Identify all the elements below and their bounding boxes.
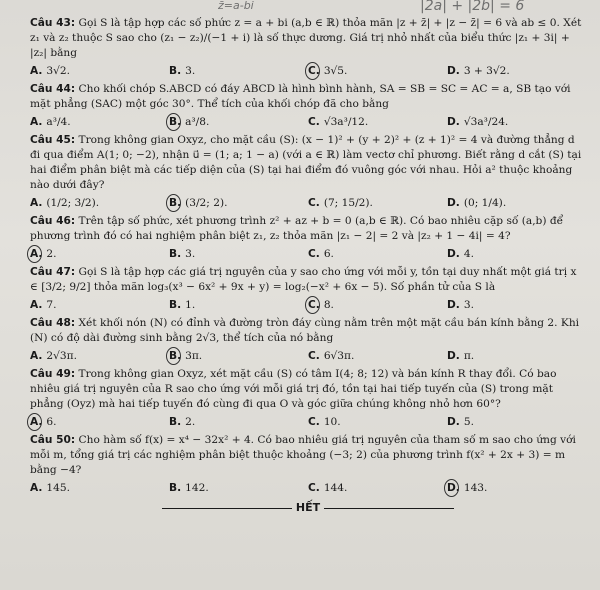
answer-options: [30, 297, 586, 314]
option-letter: A.: [30, 116, 43, 128]
answer-option: [30, 114, 169, 131]
answer-option: [30, 348, 169, 365]
answer-option: [308, 63, 447, 80]
option-letter: B.: [169, 350, 182, 362]
option-value: √3a³/12.: [323, 116, 369, 128]
option-letter: C.: [308, 116, 320, 128]
option-letter: C.: [308, 65, 320, 77]
question-block: [30, 433, 586, 497]
question-block: [30, 265, 586, 314]
question-block: [30, 82, 586, 131]
option-value: 3√2.: [46, 65, 71, 77]
option-value: 142.: [185, 482, 209, 494]
question-block: [30, 16, 586, 80]
option-value: 3π.: [185, 350, 203, 362]
option-value: 145.: [46, 482, 71, 494]
answer-option: [447, 480, 586, 497]
question-block: [30, 367, 586, 431]
answer-option: [169, 195, 308, 212]
answer-option: [308, 114, 447, 131]
answer-option: [30, 246, 169, 263]
answer-options: [30, 246, 586, 263]
question-stem: [30, 265, 586, 295]
option-letter: C.: [308, 248, 320, 260]
question-text: Gọi S là tập hợp các số phức z = a + bi (a,b ∈ ℝ) thỏa mãn |z + z̄| + |z − z̄| = 6 và ab ≤ 0. Xét z₁ và z₂ thuộc S sao cho (z₁ − z₂)/(−1 + i) là số thực dương. Giá trị nhỏ nhất của biểu thức |z₁ + 3i| + |z₂| bằng: [30, 17, 582, 59]
answer-option: [30, 63, 169, 80]
answer-option: [30, 414, 169, 431]
option-value: 1.: [185, 299, 196, 311]
question-number: Câu 49:: [30, 368, 76, 380]
end-marker: HẾT: [30, 501, 586, 514]
answer-option: [308, 414, 447, 431]
question-number: Câu 47:: [30, 266, 76, 278]
answer-option: [308, 348, 447, 365]
answer-option: [447, 195, 586, 212]
option-value: 3.: [463, 299, 474, 311]
question-list: [30, 4, 586, 497]
option-letter: C.: [308, 482, 320, 494]
option-letter: B.: [169, 248, 182, 260]
option-value: 6√3π.: [323, 350, 355, 362]
option-letter: A.: [30, 248, 43, 260]
option-letter: D.: [447, 65, 460, 77]
answer-option: [447, 114, 586, 131]
question-block: [30, 133, 586, 212]
answer-option: [308, 297, 447, 314]
option-value: 6.: [46, 416, 57, 428]
answer-option: [169, 114, 308, 131]
answer-option: [308, 480, 447, 497]
option-letter: D.: [447, 197, 460, 209]
answer-options: [30, 114, 586, 131]
option-letter: D.: [447, 248, 460, 260]
option-letter: D.: [447, 350, 460, 362]
handwritten-note-conjugate: z̄=a-bi: [218, 0, 254, 12]
option-letter: A.: [30, 197, 43, 209]
question-stem: [30, 316, 586, 346]
option-value: 7.: [46, 299, 57, 311]
option-value: 10.: [323, 416, 341, 428]
option-letter: D.: [447, 299, 460, 311]
option-letter: B.: [169, 65, 182, 77]
option-value: 8.: [323, 299, 334, 311]
answer-option: [308, 195, 447, 212]
option-value: a³/4.: [46, 116, 71, 128]
answer-options: [30, 348, 586, 365]
option-letter: A.: [30, 482, 43, 494]
option-value: a³/8.: [185, 116, 210, 128]
answer-option: [169, 246, 308, 263]
option-letter: B.: [169, 416, 182, 428]
option-value: 4.: [463, 248, 474, 260]
answer-option: [447, 246, 586, 263]
question-stem: [30, 82, 586, 112]
question-number: Câu 50:: [30, 434, 76, 446]
option-value: 3 + 3√2.: [463, 65, 510, 77]
option-value: 3.: [185, 65, 196, 77]
option-value: (7; 15/2).: [323, 197, 373, 209]
question-text: Cho khối chóp S.ABCD có đáy ABCD là hình bình hành, SA = SB = SC = AC = a, SB tạo với mặt phẳng (SAC) một góc 30°. Thể tích của khối chóp đã cho bằng: [30, 83, 571, 110]
option-value: 2√3π.: [46, 350, 77, 362]
option-letter: B.: [169, 482, 182, 494]
answer-option: [169, 480, 308, 497]
option-value: π.: [463, 350, 475, 362]
option-value: 143.: [463, 482, 488, 494]
option-letter: B.: [169, 299, 182, 311]
option-letter: D.: [447, 116, 460, 128]
option-letter: A.: [30, 416, 43, 428]
answer-option: [447, 348, 586, 365]
option-value: 3.: [185, 248, 196, 260]
option-letter: C.: [308, 197, 320, 209]
question-text: Trong không gian Oxyz, xét mặt cầu (S) có tâm I(4; 8; 12) và bán kính R thay đổi. Có bao nhiêu giá trị nguyên của R sao cho ứng với mỗi giá trị đó, tồn tại hai tiếp tuyến của (S) trong mặt phẳng (Oyz) mà hai tiếp tuyến đó cùng đi qua O và góc giữa chúng không nhỏ hơn 60°?: [30, 368, 557, 410]
question-text: Trên tập số phức, xét phương trình z² + az + b = 0 (a,b ∈ ℝ). Có bao nhiêu cặp số (a,b) để phương trình đó có hai nghiệm phân biệt z₁, z₂ thỏa mãn |z₁ − 2| = 2 và |z₂ + 1 − 4i| = 4?: [30, 215, 564, 242]
option-letter: C.: [308, 299, 320, 311]
question-text: Xét khối nón (N) có đỉnh và đường tròn đáy cùng nằm trên một mặt cầu bán kính bằng 2. Khi (N) có độ dài đường sinh bằng 2√3, thể tích của nó bằng: [30, 317, 580, 344]
question-number: Câu 44:: [30, 83, 76, 95]
question-text: Trong không gian Oxyz, cho mặt cầu (S): (x − 1)² + (y + 2)² + (z + 1)² = 4 và đường thẳng d đi qua điểm A(1; 0; −2), nhận u⃗ = (1; a; 1 − a) (với a ∈ ℝ) làm vectơ chỉ phương. Biết rằng d cắt (S) tại hai điểm phân biệt mà các tiếp diện của (S) tại hai điểm đó vuông góc với nhau. Hỏi a² thuộc khoảng nào dưới đây?: [30, 134, 582, 191]
answer-option: [447, 414, 586, 431]
answer-option: [169, 414, 308, 431]
answer-option: [30, 480, 169, 497]
option-value: (1/2; 3/2).: [46, 197, 100, 209]
answer-options: [30, 480, 586, 497]
option-value: 6.: [323, 248, 334, 260]
question-number: Câu 43:: [30, 17, 76, 29]
option-letter: B.: [169, 116, 182, 128]
answer-options: [30, 414, 586, 431]
question-block: [30, 316, 586, 365]
question-text: Cho hàm số f(x) = x⁴ − 32x² + 4. Có bao nhiêu giá trị nguyên của tham số m sao cho ứng với mỗi m, tổng giá trị các nghiệm phân biệt thuộc khoảng (−3; 2) của phương trình f(x² + 2x + 3) = m bằng −4?: [30, 434, 576, 476]
option-value: 5.: [463, 416, 474, 428]
question-stem: [30, 433, 586, 478]
answer-option: [30, 297, 169, 314]
handwritten-note-sum: |2a| + |2b| = 6: [420, 0, 525, 14]
question-number: Câu 45:: [30, 134, 76, 146]
question-stem: [30, 16, 586, 61]
answer-option: [169, 63, 308, 80]
option-letter: C.: [308, 350, 320, 362]
answer-option: [30, 195, 169, 212]
answer-options: [30, 195, 586, 212]
option-letter: B.: [169, 197, 182, 209]
option-value: 2.: [46, 248, 57, 260]
option-value: √3a³/24.: [463, 116, 509, 128]
option-value: (0; 1/4).: [463, 197, 507, 209]
question-number: Câu 46:: [30, 215, 76, 227]
question-text: Gọi S là tập hợp các giá trị nguyên của y sao cho ứng với mỗi y, tồn tại duy nhất một giá trị x ∈ [3/2; 9/2] thỏa mãn log₃(x³ − 6x² + 9x + y) = log₂(−x² + 6x − 5). Số phần tử của S là: [30, 266, 577, 293]
question-stem: [30, 214, 586, 244]
option-letter: A.: [30, 65, 43, 77]
answer-option: [447, 297, 586, 314]
question-stem: [30, 367, 586, 412]
answer-options: [30, 63, 586, 80]
question-stem: [30, 133, 586, 193]
option-letter: A.: [30, 299, 43, 311]
option-letter: D.: [447, 416, 460, 428]
option-letter: A.: [30, 350, 43, 362]
answer-option: [308, 246, 447, 263]
answer-option: [169, 297, 308, 314]
option-value: 2.: [185, 416, 196, 428]
question-number: Câu 48:: [30, 317, 76, 329]
question-block: [30, 214, 586, 263]
answer-option: [447, 63, 586, 80]
option-letter: D.: [447, 482, 460, 494]
option-value: 3√5.: [323, 65, 348, 77]
option-value: 144.: [323, 482, 348, 494]
option-letter: C.: [308, 416, 320, 428]
answer-option: [169, 348, 308, 365]
option-value: (3/2; 2).: [185, 197, 228, 209]
